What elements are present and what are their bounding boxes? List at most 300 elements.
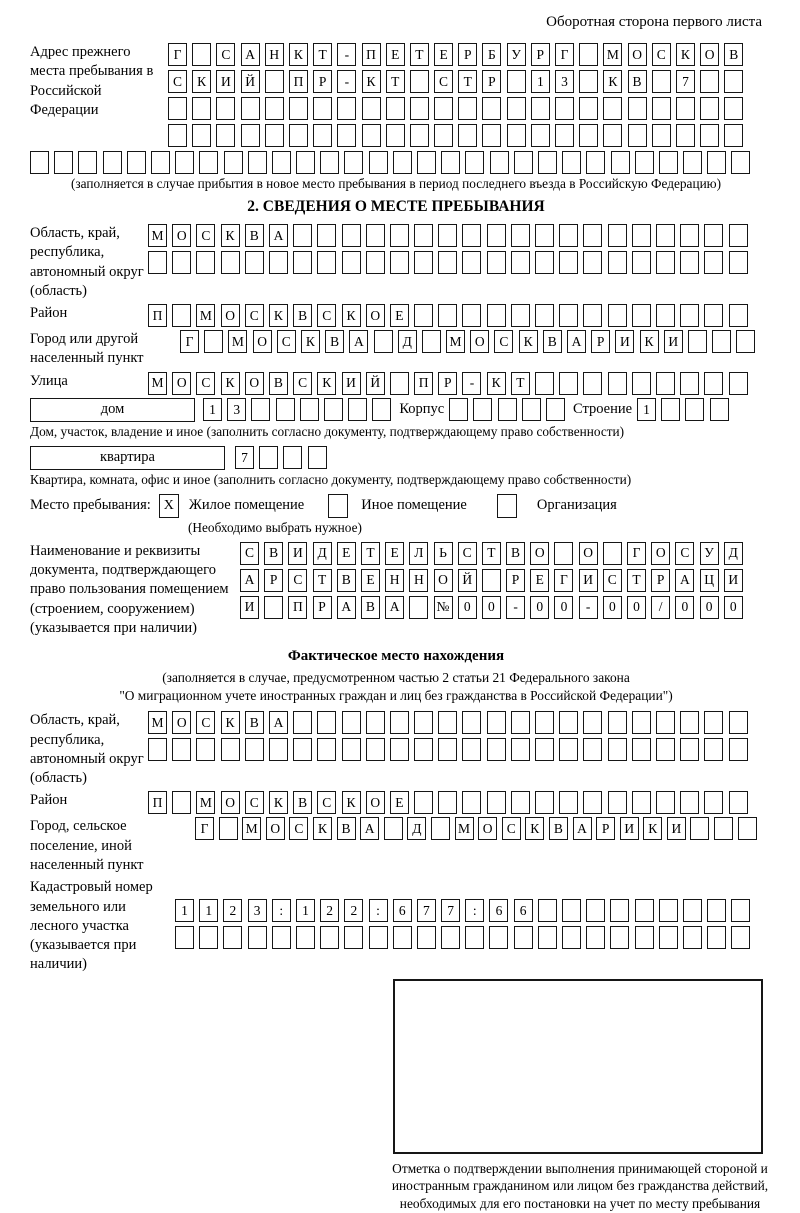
char-box[interactable]: И <box>288 542 307 565</box>
char-box[interactable]: 1 <box>531 70 550 93</box>
char-box[interactable] <box>324 398 343 421</box>
char-box[interactable]: О <box>366 791 385 814</box>
char-box[interactable]: М <box>196 304 215 327</box>
char-box[interactable] <box>628 124 647 147</box>
char-box[interactable] <box>168 97 187 120</box>
char-box[interactable]: 1 <box>175 899 194 922</box>
char-box[interactable] <box>608 224 627 247</box>
char-box[interactable]: В <box>628 70 647 93</box>
char-box[interactable] <box>559 224 578 247</box>
char-box[interactable]: С <box>168 70 187 93</box>
char-box[interactable]: С <box>288 569 307 592</box>
char-box[interactable]: В <box>264 542 283 565</box>
char-box[interactable] <box>704 738 723 761</box>
char-box[interactable] <box>241 97 260 120</box>
char-box[interactable] <box>507 124 526 147</box>
char-box[interactable]: С <box>317 304 336 327</box>
char-box[interactable] <box>535 251 554 274</box>
char-box[interactable]: У <box>700 542 719 565</box>
char-box[interactable]: К <box>676 43 695 66</box>
char-box[interactable]: А <box>360 817 379 840</box>
char-box[interactable]: Р <box>651 569 670 592</box>
char-box[interactable] <box>369 926 388 949</box>
char-box[interactable] <box>219 817 238 840</box>
char-box[interactable] <box>172 791 191 814</box>
char-box[interactable] <box>78 151 97 174</box>
char-box[interactable] <box>656 251 675 274</box>
char-box[interactable]: В <box>361 596 380 619</box>
char-box[interactable] <box>241 124 260 147</box>
char-box[interactable]: О <box>172 372 191 395</box>
char-box[interactable]: / <box>651 596 670 619</box>
char-box[interactable]: М <box>148 224 167 247</box>
char-box[interactable]: К <box>289 43 308 66</box>
char-box[interactable]: Т <box>627 569 646 592</box>
char-box[interactable]: К <box>525 817 544 840</box>
char-box[interactable] <box>199 926 218 949</box>
char-box[interactable]: И <box>664 330 683 353</box>
char-box[interactable] <box>610 899 629 922</box>
char-box[interactable] <box>265 97 284 120</box>
char-box[interactable] <box>269 738 288 761</box>
char-box[interactable] <box>690 817 709 840</box>
char-box[interactable] <box>680 251 699 274</box>
char-box[interactable]: А <box>337 596 356 619</box>
char-box[interactable] <box>583 372 602 395</box>
char-box[interactable]: Т <box>361 542 380 565</box>
char-box[interactable] <box>384 817 403 840</box>
char-box[interactable] <box>704 304 723 327</box>
checkbox-organization[interactable] <box>497 494 517 518</box>
char-box[interactable]: О <box>470 330 489 353</box>
char-box[interactable]: У <box>507 43 526 66</box>
char-box[interactable] <box>555 97 574 120</box>
char-box[interactable]: С <box>245 791 264 814</box>
char-box[interactable] <box>151 151 170 174</box>
char-box[interactable] <box>390 224 409 247</box>
char-box[interactable] <box>196 738 215 761</box>
char-box[interactable]: Е <box>390 791 409 814</box>
char-box[interactable]: Г <box>555 43 574 66</box>
char-box[interactable]: Р <box>506 569 525 592</box>
char-box[interactable] <box>473 398 492 421</box>
char-box[interactable]: К <box>221 711 240 734</box>
char-box[interactable]: Е <box>337 542 356 565</box>
char-box[interactable] <box>296 151 315 174</box>
char-box[interactable] <box>700 124 719 147</box>
char-box[interactable] <box>482 569 501 592</box>
char-box[interactable]: Г <box>195 817 214 840</box>
char-box[interactable]: К <box>487 372 506 395</box>
char-box[interactable] <box>652 97 671 120</box>
char-box[interactable] <box>559 304 578 327</box>
char-box[interactable] <box>438 224 457 247</box>
char-box[interactable]: О <box>366 304 385 327</box>
char-box[interactable] <box>487 738 506 761</box>
char-box[interactable] <box>223 926 242 949</box>
char-box[interactable] <box>546 398 565 421</box>
char-box[interactable]: А <box>269 224 288 247</box>
char-box[interactable]: 1 <box>637 398 656 421</box>
char-box[interactable] <box>498 398 517 421</box>
char-box[interactable] <box>707 899 726 922</box>
char-box[interactable]: В <box>293 791 312 814</box>
char-box[interactable]: 0 <box>554 596 573 619</box>
char-box[interactable] <box>632 791 651 814</box>
char-box[interactable] <box>608 372 627 395</box>
char-box[interactable] <box>635 151 654 174</box>
char-box[interactable]: П <box>414 372 433 395</box>
char-box[interactable] <box>434 124 453 147</box>
char-box[interactable] <box>738 817 757 840</box>
char-box[interactable] <box>175 926 194 949</box>
char-box[interactable] <box>168 124 187 147</box>
char-box[interactable] <box>313 97 332 120</box>
char-box[interactable] <box>410 124 429 147</box>
char-box[interactable] <box>656 372 675 395</box>
char-box[interactable] <box>579 43 598 66</box>
char-box[interactable] <box>296 926 315 949</box>
char-box[interactable]: В <box>543 330 562 353</box>
char-box[interactable]: А <box>567 330 586 353</box>
char-box[interactable]: Т <box>458 70 477 93</box>
char-box[interactable] <box>199 151 218 174</box>
char-box[interactable]: С <box>216 43 235 66</box>
char-box[interactable]: С <box>458 542 477 565</box>
char-box[interactable]: С <box>652 43 671 66</box>
char-box[interactable]: 1 <box>203 398 222 421</box>
char-box[interactable] <box>441 926 460 949</box>
char-box[interactable] <box>635 899 654 922</box>
char-box[interactable] <box>704 791 723 814</box>
char-box[interactable] <box>374 330 393 353</box>
char-box[interactable]: В <box>506 542 525 565</box>
char-box[interactable] <box>559 738 578 761</box>
char-box[interactable]: Т <box>313 43 332 66</box>
char-box[interactable] <box>317 224 336 247</box>
char-box[interactable] <box>514 151 533 174</box>
char-box[interactable] <box>462 224 481 247</box>
char-box[interactable]: 1 <box>199 899 218 922</box>
char-box[interactable]: С <box>675 542 694 565</box>
char-box[interactable] <box>386 124 405 147</box>
char-box[interactable]: Й <box>458 569 477 592</box>
char-box[interactable]: О <box>172 711 191 734</box>
char-box[interactable] <box>535 711 554 734</box>
char-box[interactable] <box>438 711 457 734</box>
char-box[interactable] <box>276 398 295 421</box>
char-box[interactable]: - <box>579 596 598 619</box>
char-box[interactable]: И <box>579 569 598 592</box>
char-box[interactable]: Л <box>409 542 428 565</box>
char-box[interactable]: 3 <box>555 70 574 93</box>
char-box[interactable]: Н <box>409 569 428 592</box>
char-box[interactable] <box>704 372 723 395</box>
char-box[interactable] <box>535 304 554 327</box>
char-box[interactable]: М <box>603 43 622 66</box>
char-box[interactable] <box>293 251 312 274</box>
char-box[interactable] <box>192 97 211 120</box>
char-box[interactable] <box>369 151 388 174</box>
char-box[interactable] <box>707 926 726 949</box>
char-box[interactable] <box>417 151 436 174</box>
char-box[interactable] <box>683 899 702 922</box>
char-box[interactable]: : <box>272 899 291 922</box>
char-box[interactable] <box>172 304 191 327</box>
char-box[interactable]: 6 <box>514 899 533 922</box>
char-box[interactable] <box>438 738 457 761</box>
char-box[interactable] <box>680 372 699 395</box>
char-box[interactable] <box>661 398 680 421</box>
char-box[interactable]: Д <box>398 330 417 353</box>
char-box[interactable] <box>441 151 460 174</box>
char-box[interactable] <box>729 251 748 274</box>
char-box[interactable] <box>554 542 573 565</box>
char-box[interactable]: К <box>342 304 361 327</box>
char-box[interactable] <box>462 738 481 761</box>
char-box[interactable]: Й <box>366 372 385 395</box>
char-box[interactable] <box>583 224 602 247</box>
char-box[interactable] <box>538 926 557 949</box>
char-box[interactable]: О <box>253 330 272 353</box>
char-box[interactable] <box>511 251 530 274</box>
char-box[interactable]: Р <box>482 70 501 93</box>
char-box[interactable] <box>700 97 719 120</box>
char-box[interactable]: 0 <box>458 596 477 619</box>
char-box[interactable] <box>688 330 707 353</box>
char-box[interactable] <box>300 398 319 421</box>
char-box[interactable]: Е <box>361 569 380 592</box>
char-box[interactable] <box>366 224 385 247</box>
char-box[interactable] <box>148 251 167 274</box>
char-box[interactable] <box>462 711 481 734</box>
char-box[interactable] <box>632 711 651 734</box>
char-box[interactable]: О <box>245 372 264 395</box>
char-box[interactable] <box>659 899 678 922</box>
char-box[interactable] <box>148 738 167 761</box>
char-box[interactable] <box>414 738 433 761</box>
char-box[interactable] <box>449 398 468 421</box>
char-box[interactable]: В <box>549 817 568 840</box>
char-box[interactable] <box>680 738 699 761</box>
char-box[interactable]: К <box>317 372 336 395</box>
char-box[interactable] <box>251 398 270 421</box>
char-box[interactable] <box>586 899 605 922</box>
char-box[interactable] <box>366 738 385 761</box>
char-box[interactable]: 2 <box>320 899 339 922</box>
char-box[interactable] <box>522 398 541 421</box>
char-box[interactable]: В <box>245 224 264 247</box>
char-box[interactable] <box>390 738 409 761</box>
char-box[interactable] <box>632 372 651 395</box>
char-box[interactable]: И <box>620 817 639 840</box>
char-box[interactable]: - <box>337 70 356 93</box>
char-box[interactable]: М <box>148 711 167 734</box>
char-box[interactable]: К <box>192 70 211 93</box>
char-box[interactable] <box>531 97 550 120</box>
char-box[interactable]: И <box>240 596 259 619</box>
char-box[interactable]: Е <box>390 304 409 327</box>
char-box[interactable]: О <box>700 43 719 66</box>
char-box[interactable] <box>317 251 336 274</box>
char-box[interactable] <box>465 926 484 949</box>
char-box[interactable] <box>632 738 651 761</box>
char-box[interactable] <box>393 926 412 949</box>
char-box[interactable]: С <box>277 330 296 353</box>
char-box[interactable] <box>535 738 554 761</box>
char-box[interactable] <box>676 97 695 120</box>
char-box[interactable] <box>608 738 627 761</box>
char-box[interactable]: И <box>342 372 361 395</box>
char-box[interactable] <box>342 224 361 247</box>
checkbox-other-premises[interactable] <box>328 494 348 518</box>
char-box[interactable] <box>482 124 501 147</box>
char-box[interactable] <box>724 124 743 147</box>
char-box[interactable]: Р <box>458 43 477 66</box>
char-box[interactable] <box>729 372 748 395</box>
char-box[interactable] <box>465 151 484 174</box>
char-box[interactable] <box>656 224 675 247</box>
char-box[interactable] <box>559 372 578 395</box>
char-box[interactable] <box>710 398 729 421</box>
char-box[interactable]: С <box>289 817 308 840</box>
char-box[interactable]: С <box>434 70 453 93</box>
char-box[interactable]: Т <box>482 542 501 565</box>
char-box[interactable] <box>54 151 73 174</box>
char-box[interactable] <box>342 251 361 274</box>
char-box[interactable] <box>683 151 702 174</box>
char-box[interactable] <box>628 97 647 120</box>
char-box[interactable]: Р <box>313 596 332 619</box>
char-box[interactable]: П <box>289 70 308 93</box>
char-box[interactable]: 3 <box>248 899 267 922</box>
char-box[interactable]: В <box>293 304 312 327</box>
char-box[interactable] <box>656 711 675 734</box>
char-box[interactable]: С <box>245 304 264 327</box>
char-box[interactable]: Й <box>241 70 260 93</box>
char-box[interactable]: Б <box>482 43 501 66</box>
char-box[interactable] <box>204 330 223 353</box>
char-box[interactable] <box>652 70 671 93</box>
char-box[interactable]: - <box>506 596 525 619</box>
char-box[interactable]: С <box>196 711 215 734</box>
char-box[interactable] <box>344 151 363 174</box>
char-box[interactable] <box>482 97 501 120</box>
char-box[interactable]: О <box>478 817 497 840</box>
char-box[interactable] <box>216 97 235 120</box>
char-box[interactable]: 2 <box>223 899 242 922</box>
char-box[interactable] <box>417 926 436 949</box>
char-box[interactable] <box>293 224 312 247</box>
char-box[interactable]: Р <box>591 330 610 353</box>
char-box[interactable] <box>487 224 506 247</box>
char-box[interactable]: 7 <box>676 70 695 93</box>
char-box[interactable] <box>656 738 675 761</box>
char-box[interactable]: М <box>228 330 247 353</box>
char-box[interactable] <box>583 791 602 814</box>
char-box[interactable] <box>293 711 312 734</box>
char-box[interactable] <box>680 304 699 327</box>
char-box[interactable] <box>317 711 336 734</box>
char-box[interactable] <box>103 151 122 174</box>
char-box[interactable] <box>192 43 211 66</box>
char-box[interactable] <box>462 304 481 327</box>
char-box[interactable] <box>192 124 211 147</box>
char-box[interactable]: 0 <box>675 596 694 619</box>
char-box[interactable] <box>248 151 267 174</box>
char-box[interactable]: 3 <box>227 398 246 421</box>
char-box[interactable] <box>656 304 675 327</box>
char-box[interactable] <box>272 151 291 174</box>
char-box[interactable]: А <box>241 43 260 66</box>
char-box[interactable] <box>289 124 308 147</box>
char-box[interactable] <box>259 446 278 469</box>
char-box[interactable] <box>724 97 743 120</box>
char-box[interactable] <box>487 304 506 327</box>
char-box[interactable] <box>390 372 409 395</box>
char-box[interactable] <box>511 738 530 761</box>
char-box[interactable]: 2 <box>344 899 363 922</box>
char-box[interactable]: Р <box>438 372 457 395</box>
char-box[interactable] <box>414 304 433 327</box>
char-box[interactable] <box>704 711 723 734</box>
char-box[interactable] <box>511 224 530 247</box>
char-box[interactable]: К <box>519 330 538 353</box>
char-box[interactable] <box>608 711 627 734</box>
char-box[interactable]: С <box>240 542 259 565</box>
char-box[interactable]: Г <box>554 569 573 592</box>
char-box[interactable] <box>317 738 336 761</box>
char-box[interactable]: О <box>434 569 453 592</box>
char-box[interactable] <box>431 817 450 840</box>
char-box[interactable] <box>562 151 581 174</box>
char-box[interactable] <box>656 791 675 814</box>
char-box[interactable] <box>414 791 433 814</box>
char-box[interactable] <box>313 124 332 147</box>
char-box[interactable]: В <box>269 372 288 395</box>
char-box[interactable] <box>172 738 191 761</box>
char-box[interactable] <box>531 124 550 147</box>
char-box[interactable] <box>608 304 627 327</box>
char-box[interactable]: К <box>643 817 662 840</box>
char-box[interactable] <box>680 224 699 247</box>
char-box[interactable]: Р <box>531 43 550 66</box>
char-box[interactable] <box>458 97 477 120</box>
char-box[interactable]: А <box>269 711 288 734</box>
char-box[interactable] <box>221 251 240 274</box>
char-box[interactable] <box>366 251 385 274</box>
char-box[interactable]: Т <box>410 43 429 66</box>
char-box[interactable] <box>438 791 457 814</box>
char-box[interactable]: С <box>196 224 215 247</box>
char-box[interactable] <box>283 446 302 469</box>
char-box[interactable]: 0 <box>700 596 719 619</box>
char-box[interactable] <box>683 926 702 949</box>
char-box[interactable] <box>559 711 578 734</box>
char-box[interactable]: К <box>313 817 332 840</box>
char-box[interactable]: Р <box>596 817 615 840</box>
char-box[interactable] <box>514 926 533 949</box>
char-box[interactable] <box>659 926 678 949</box>
char-box[interactable]: С <box>603 569 622 592</box>
char-box[interactable] <box>30 151 49 174</box>
char-box[interactable] <box>337 97 356 120</box>
char-box[interactable] <box>680 711 699 734</box>
char-box[interactable]: К <box>269 791 288 814</box>
char-box[interactable] <box>562 926 581 949</box>
char-box[interactable]: О <box>530 542 549 565</box>
char-box[interactable] <box>611 151 630 174</box>
